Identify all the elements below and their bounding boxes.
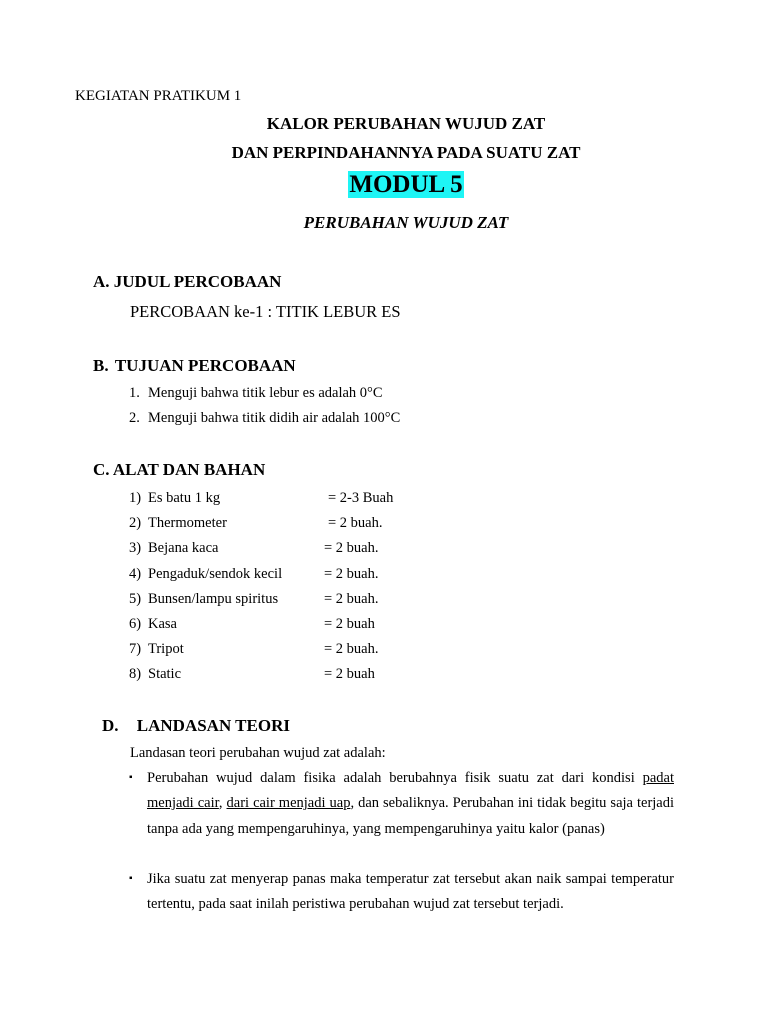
section-a-title: JUDUL PERCOBAAN — [113, 272, 282, 291]
section-a-heading — [93, 272, 281, 292]
section-c-title: ALAT DAN BAHAN — [112, 460, 266, 479]
equipment-number: 3) — [129, 540, 142, 556]
section-b-title: TUJUAN PERCOBAAN — [114, 356, 296, 375]
equipment-name: Bunsen/lampu spiritus — [148, 591, 279, 607]
section-b-heading — [93, 356, 296, 376]
equipment-quantity: = 2 buah — [324, 666, 375, 682]
equipment-number: 6) — [129, 616, 142, 632]
theory-paragraph-2: Jika suatu zat menyerap panas maka temperatur zat tersebut akan naik sampai temperatur tertentu, pada saat inilah peristiwa perubahan wujud zat tersebut terjadi. — [147, 871, 674, 913]
section-d-intro: Landasan teori perubahan wujud zat adalah: — [130, 745, 386, 761]
equipment-number: 4) — [129, 566, 142, 582]
section-d-heading — [102, 716, 290, 736]
theory-text: , — [218, 795, 227, 812]
document-title-line-1: KALOR PERUBAHAN WUJUD ZAT — [266, 114, 546, 133]
square-bullet-icon: ▪ — [129, 873, 133, 884]
equipment-number: 5) — [129, 591, 142, 607]
equipment-quantity: = 2 buah. — [324, 566, 379, 582]
equipment-name: Tripot — [148, 641, 184, 657]
theory-paragraph-1 — [147, 766, 674, 842]
equipment-number: 2) — [129, 515, 142, 531]
underlined-term: padat menjadi cair — [147, 770, 674, 812]
equipment-name: Thermometer — [148, 515, 227, 531]
equipment-quantity: = 2 buah. — [324, 641, 379, 657]
document-subtitle: PERUBAHAN WUJUD ZAT — [303, 213, 509, 232]
equipment-quantity: = 2-3 Buah — [328, 490, 394, 506]
equipment-number: 8) — [129, 666, 142, 682]
module-title: MODUL 5 — [349, 171, 463, 198]
module-title-wrapper — [0, 171, 768, 199]
section-d-letter: D. — [102, 716, 119, 735]
document-title-line-2: DAN PERPINDAHANNYA PADA SUATU ZAT — [231, 143, 581, 162]
equipment-name: Es batu 1 kg — [148, 490, 221, 506]
equipment-number: 1) — [129, 490, 142, 506]
equipment-name: Pengaduk/sendok kecil — [148, 566, 283, 582]
equipment-name: Kasa — [148, 616, 177, 632]
section-d-title: LANDASAN TEORI — [136, 716, 290, 735]
section-a-content: PERCOBAAN ke-1 : TITIK LEBUR ES — [130, 302, 401, 321]
section-c-letter: C. — [93, 460, 110, 479]
theory-text: , dan sebaliknya. Perubahan ini tidak begitu saja terjadi tanpa ada yang mempengaruhinya, yang mempengaruhinya yaitu kalor (panas) — [147, 795, 675, 837]
equipment-name: Static — [148, 666, 182, 682]
equipment-quantity: = 2 buah. — [328, 515, 383, 531]
equipment-name: Bejana kaca — [148, 540, 219, 556]
list-item-number: 2. — [129, 410, 140, 426]
theory-text: Perubahan wujud dalam fisika adalah berubahnya fisik suatu zat dari kondisi — [147, 770, 643, 786]
list-item-number: 1. — [129, 385, 140, 401]
square-bullet-icon: ▪ — [129, 772, 133, 783]
underlined-term: dari cair menjadi uap — [226, 795, 351, 812]
equipment-quantity: = 2 buah. — [324, 591, 379, 607]
section-c-heading — [93, 460, 265, 480]
equipment-quantity: = 2 buah. — [324, 540, 379, 556]
section-a-letter: A. — [93, 272, 110, 291]
list-item-text: Menguji bahwa titik didih air adalah 100°C — [148, 410, 401, 426]
equipment-number: 7) — [129, 641, 142, 657]
list-item-text: Menguji bahwa titik lebur es adalah 0°C — [148, 385, 383, 401]
section-b-letter: B. — [93, 356, 109, 375]
equipment-quantity: = 2 buah — [324, 616, 375, 632]
activity-label: KEGIATAN PRATIKUM 1 — [75, 88, 242, 104]
